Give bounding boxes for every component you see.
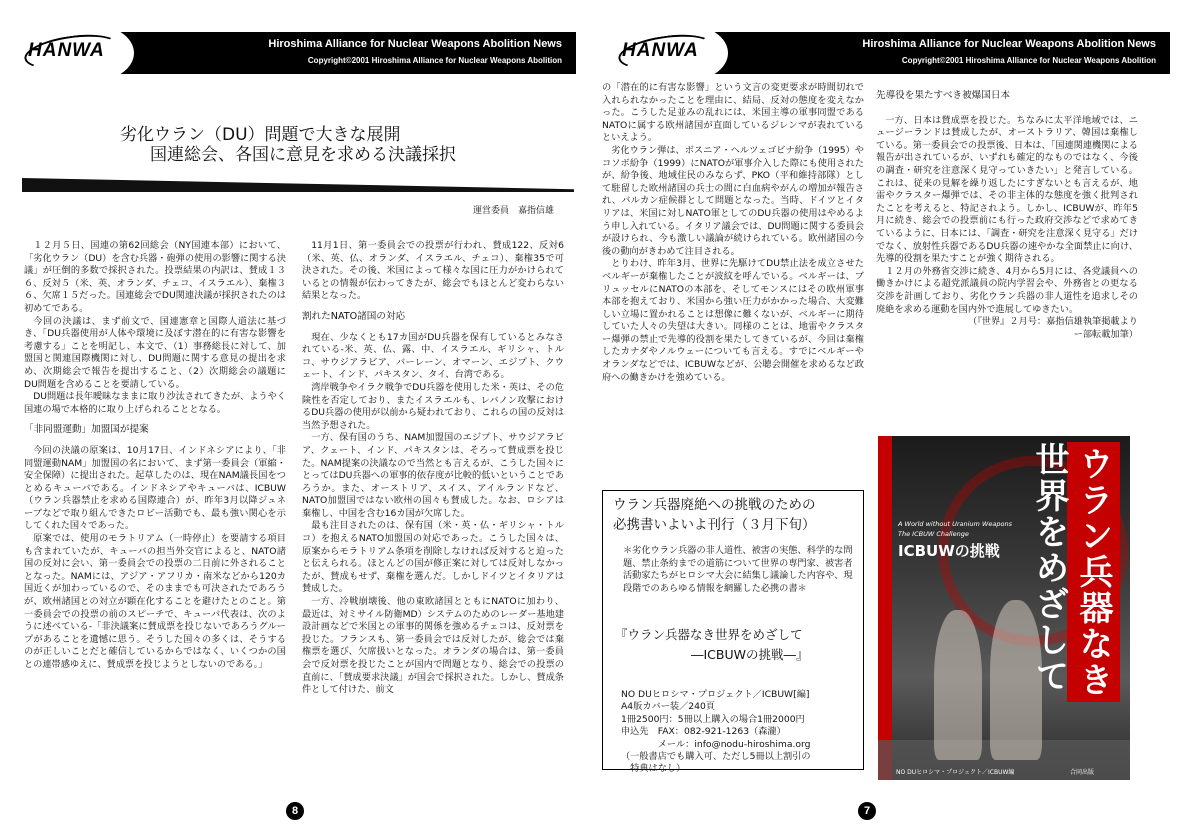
pub-line: A4版カバー装／240頁 [621,701,715,713]
publication-info [621,689,861,776]
hanwa-logo [16,24,134,82]
column-3 [602,82,864,474]
cover-english-title: A World without Uranium Weapons [898,520,1012,528]
logo-text: HANWA [28,40,105,61]
header-banner [612,32,1170,74]
section-heading: 「非同盟運動」加盟国が提案 [24,424,149,436]
source-note: ー部転載加筆） [1073,328,1138,340]
pub-line: 申込先 FAX：082-921-1263（森瀧） [621,726,786,738]
paragraph: 最も注目されたのは、保有国（米・英・仏・ギリシャ・トルコ）を抱えるNATO加盟国の対応であった。こうした国々は、原案からモラトリアム条項を削除しなければ反対すると迫ったと伝えられる。ほとんどの国が修正案に対しては反対しなかったが、賛成もせず、棄権を選んだ。しかしドイツとイタリアは賛成した。 [302,520,564,595]
cover-publisher: 合同出版 [1069,769,1094,776]
logo-text: HANWA [622,40,699,61]
headline-rule [22,178,574,192]
header-banner [18,32,576,74]
paragraph: DU問題は長年曖昧なままに取り沙汰されてきたが、ようやく国連の場で本格的に取り上げられることとなる。 [24,391,286,415]
pub-line: （一般書店でも購入可、ただし5冊以上割引の [621,751,811,763]
book-cover-image [878,436,1130,780]
headline-line-1: 劣化ウラン（DU）問題で大きな展開 [120,125,401,145]
cover-english-subtitle: The ICBUW Challenge [898,530,969,538]
source-note: （『世界』２月号：嘉指信雄執筆掲載より [968,316,1138,328]
ad-title-line-2: 必携書いよいよ刊行（３月下旬） [613,517,816,533]
cover-japanese-subtitle: ICBUWの挑戦 [898,542,1000,560]
column-2 [302,240,564,792]
hanwa-logo [610,24,728,82]
column-1 [24,240,286,792]
cover-editor: NO DUヒロシマ・プロジェクト／ICBUW編 [896,769,1015,776]
book-ad-box [602,490,864,775]
column-4 [876,90,1138,408]
paragraph: １２月５日、国連の第62回総会（NY国連本部）において、「劣化ウラン（DU）を含む兵器・砲弾の使用の影響に関する決議」が圧倒的多数で採択された。投票結果の内訳は、賛成１３６、反対５（米、英、オランダ、チェコ、イスラエル）、棄権３６、欠席１５だった。国連総会でDU関連決議が採択されたのは初めてである。 [24,240,286,314]
paragraph: の「潜在的に有害な影響」という文言の変更要求が時間切れで入れられなかったことを理由に、結局、反対の態度を変えなかった。こうした足並みの乱れには、米国主導の軍事同盟であるNATOに属する欧州諸国が直面しているジレンマが表れているといえよう。 [602,82,864,144]
page-number-left: 8 [286,802,304,820]
pub-line: 1冊2500円：5冊以上購入の場合1冊2000円 [621,713,805,725]
newsletter-title: Hiroshima Alliance for Nuclear Weapons Abolition News [268,38,562,50]
paragraph: 今回の決議は、まず前文で、国連憲章と国際人道法に基づき、「DU兵器使用が人体や環境に及ぼす潜在的に有害な影響を考慮する」ことを明記し、本文で、（1）事務総長に対して、加盟国と関連国際機関に対し、DU問題に関する意見の提出を求め、次期総会で報告を提出すること、（2）次期総会の議題にDU問題を含めることを要請している。 [24,315,286,390]
paragraph: 一方、冷戦崩壊後、他の東欧諸国とともにNATOに加わり、最近は、対ミサイル防衛MD）システムのためのレーダー基地建設計画などで米国との軍事的関係を強めるチェコは、反対票を投じた。フランスも、第一委員会では反対したが、総会では棄権票を選び、欠席扱いとなった。オランダの場合は、第一委員会で反対票を投じたことが国内で問題となり、総会での投票の直前に、「賛成要求決議」が国会で採択された。しかし、賛成条件として付けた、前文 [302,596,564,696]
page-number-right: 7 [858,802,876,820]
section-heading: 先導役を果たすべき被爆国日本 [876,90,1011,101]
paragraph: 原案では、使用のモラトリアム（一時停止）を要請する項目も含まれていたが、キューバの担当外交官によると、NATO諸国の反対に会い、第一委員会での投票の二日前に外されることとなった。NAMには、アジア・アフリカ・南米などから120カ国近くが加わっているので、そのままでも可決されたであろうが、欧州諸国との対立が顕在化することを避けたとのこと。第一委員会での投票の前のスピーチで、キューバ代表は、次のように述べている‐「非決議案に賛成票を投じないであろうグループがあることを遺憾に思う。そうした国々の多くは、そうするのが正しいことだと確信しているからではなく、いくつかの国との連帯感ゆえに、賛成票を投じようとしないのである。」 [24,533,286,670]
newsletter-title: Hiroshima Alliance for Nuclear Weapons Abolition News [862,38,1156,50]
cover-figure-icon [934,610,982,760]
copyright-line: Copyright©2001 Hiroshima Alliance for Nuclear Weapons Abolition [901,56,1156,65]
paragraph: 湾岸戦争やイラク戦争でDU兵器を使用した米・英は、その危険性を否定しており、またイスラエルも、レバノン攻撃におけるDU兵器の使用が以前から疑われており、これらの国の反対は当然予想された。 [302,381,564,431]
ad-description: ＊劣化ウラン兵器の非人道性、被害の実態、科学的な問題、禁止条約までの道筋について世界の専門家、被害者活動家たちがヒロシマ大会に結集し議論した内容や、現段階でのあらゆる情報を網羅した必携の書＊ [623,545,853,594]
article-author: 運営委員 嘉指信雄 [472,206,554,216]
paragraph: 一方、保有国のうち、NAM加盟国のエジプト、サウジアラビア、クェート、インド、パキスタンは、そろって賛成票を投じた。NAM提案の決議なので当然とも言えるが、こうした国々にとってはDU兵器への軍事的依存度が比較的低いということであろうか。また、オーストリア、スイス、アイルランドなど、NATO加盟国ではない欧州の国々も賛成した。なお、ロシアは棄権し、中国を含む16カ国が欠席した。 [302,432,564,519]
cover-title-white: 世界をめざして [1029,442,1069,694]
book-title-line-1: 『ウラン兵器なき世界をめざして [615,627,803,642]
cover-title-red: ウラン兵器なき [1067,442,1120,702]
paragraph: とりわけ、昨年3月、世界に先駆けてDU禁止法を成立させたベルギーが棄権したことが波紋を呼んでいる。ベルギーは、ブリュッセルにNATOの本部を、そしてモンスにはその欧州軍事本部を抱えており、米国から強い圧力がかかった場合、大変難しい立場に置かれることは想像に難くないが、ベルギーに期待していた人々の失望は大きい。同様のことは、地雷やクラスター爆弾の禁止で先導的役割を果たしてきているが、今回は棄権したカナダやノルウェーについても言える。すでにベルギーやオランダなどでは、ICBUWなどが、公聴会開催を求めるなど政府への働きかけを強めている。 [602,258,864,383]
headline-line-2: 国連総会、各国に意見を求める決議採択 [150,145,456,165]
section-heading: 割れたNATO諸国の対応 [302,310,406,322]
book-title-line-2: ―ICBUWの挑戦―』 [691,647,809,662]
pub-line: NO DUヒロシマ・プロジェクト／ICBUW[編] [621,689,810,700]
paragraph: 11月1日、第一委員会での投票が行われ、賛成122、反対6（米、英、仏、オランダ、イスラエル、チェコ）、棄権35で可決された。その後、米国によって様々な国に圧力がかけられているとの情報が伝わってきたが、総会でもほとんど変わらない結果となった。 [302,240,564,302]
pub-line: メール：info@nodu-hiroshima.org [621,738,811,750]
paragraph: １２月の外務省交渉に続き、4月から5月には、各党議員への働きかけによる超党派議員の院内学習会や、外務省との更なる交渉を計画しており、劣化ウラン兵器の非人道性を追求しその廃絶を求める運動を国内外で進展してゆきたい。 [876,265,1138,315]
paragraph: 劣化ウラン弾は、ボスニア・ヘルツェゴビナ紛争（1995）やコソボ紛争（1999）にNATOが軍事介入した際にも使用されたが、紛争後、地域住民のみならず、PKO（平和維持部隊）として駐留した欧州諸国の兵士の間に白血病やがんの増加が報告され、バルカン症候群として問題となった。当時、ドイツとイタリアは、米国に対しNATO軍としてのDU兵器の使用はやめるよう申し入れている。イタリア議会では、DU問題に関する委員会が設けられ、今も激しい議論が続けられている。欧州諸国の今後の動向がきわめて注目される。 [602,144,864,257]
copyright-line: Copyright©2001 Hiroshima Alliance for Nuclear Weapons Abolition [307,56,562,65]
ad-title-line-1: ウラン兵器廃絶への挑戦のための [613,497,816,513]
cover-red-band [878,436,892,780]
paragraph: 現在、少なくとも17カ国がDU兵器を保有しているとみなされている‐米、英、仏、露、中、イスラエル、ギリシャ、トルコ、サウジアラビア、バーレーン、オマーン、エジプト、クウェート、インド、パキスタン、タイ、台湾である。 [302,331,564,381]
pub-line: 特典はなし） [621,763,686,775]
paragraph: 今回の決議の原案は、10月17日、インドネシアにより、「非同盟運動NAM」加盟国の名において、まず第一委員会（軍縮・安全保障）に提出された。起草したのは、現在NAM議長国をつとめるキューバである。インドネシアやキューバは、ICBUW（ウラン兵器禁止を求める国際連合）が、昨年3月以降ジュネーブなどで取り組んできたロビー活動でも、最も強い関心を示してくれた国々であった。 [24,444,286,532]
paragraph: 一方、日本は賛成票を投じた。ちなみに太平洋地域では、ニュージーランドは賛成したが、オーストラリア、韓国は棄権している。第一委員会での投票後、日本は、「国連関連機関による報告が出されているが、いずれも確定的なものではなく、今後の調査・研究を注意深く見守っていきたい」と発言している。これは、従来の見解を繰り返したにすぎないとも言えるが、地雷やクラスター爆弾では、その非主体的な態度を強く批判されたことを考えると、特記されよう。しかし、ICBUWが、昨年5月に続き、総会での投票前にも行った政府交渉などで求めてきているように、日本には、「調査・研究を注意深く見守る」だけでなく、放射性兵器であるDU兵器の速やかな全面禁止に向け、先導的役割を果たすことが強く期待される。 [876,114,1138,265]
